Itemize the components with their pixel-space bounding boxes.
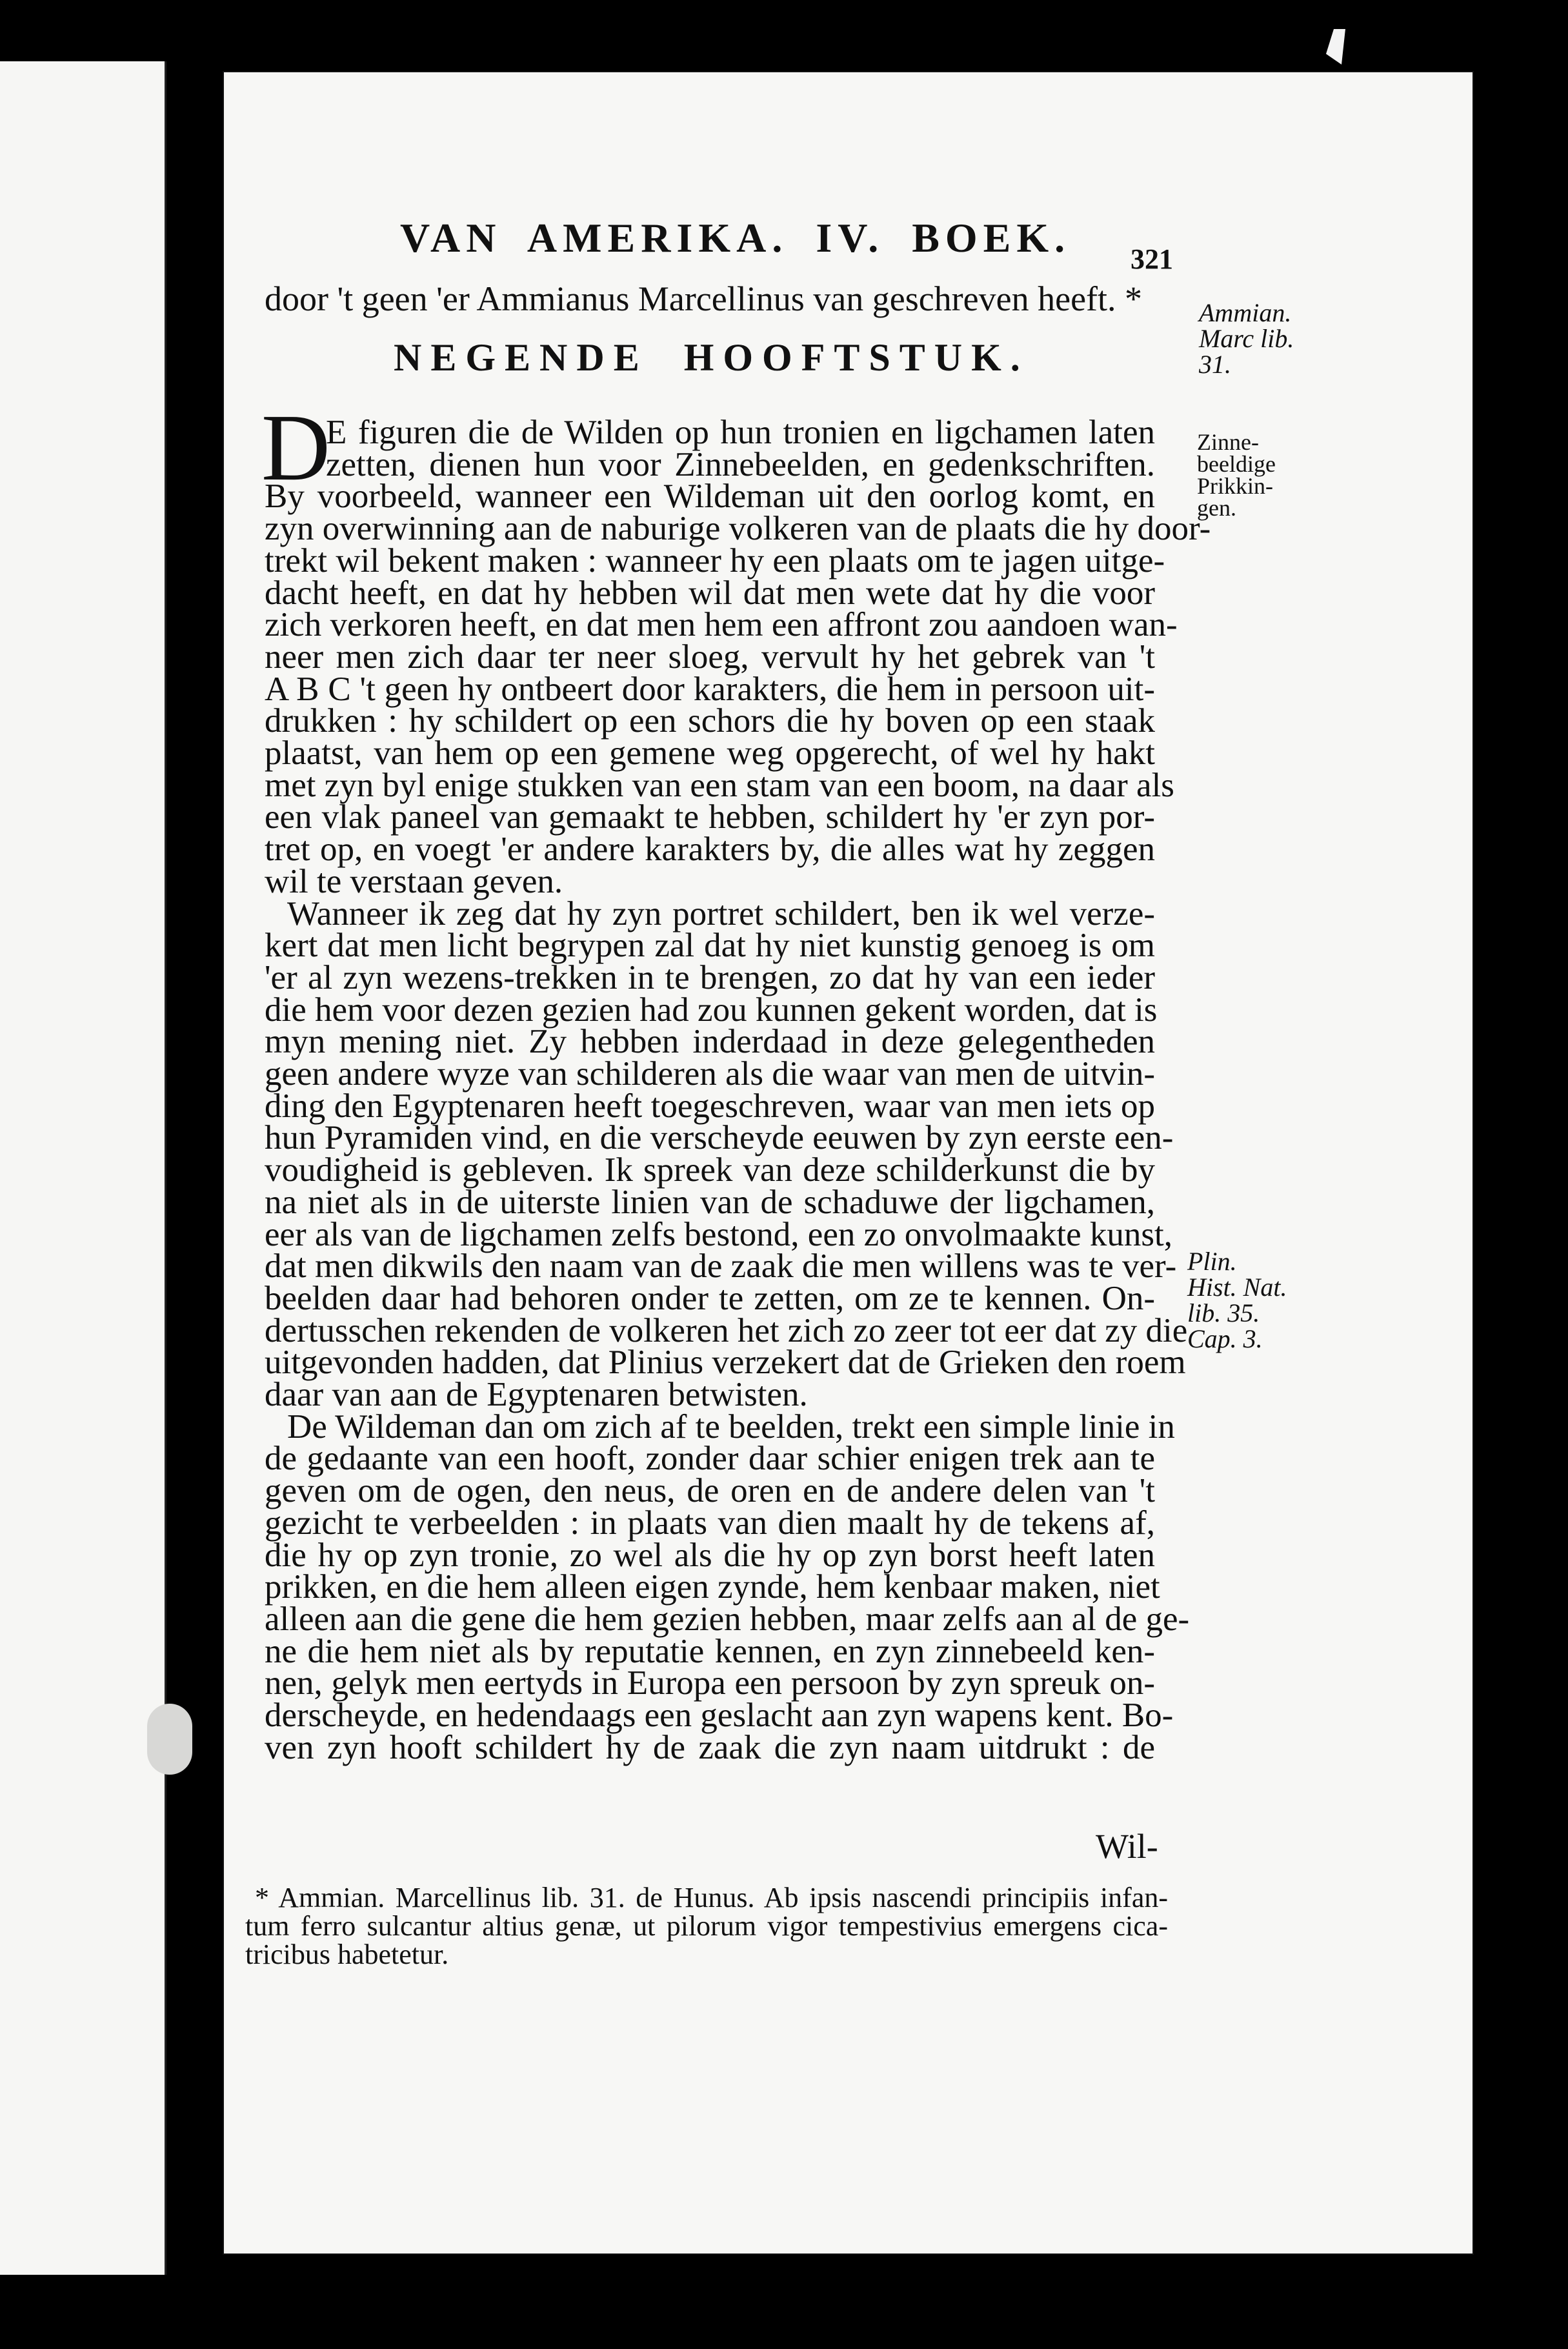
text-line: myn mening niet. Zy hebben inderdaad in deze gelegentheden xyxy=(265,1023,1155,1061)
text-line: die hem voor dezen gezien had zou kunnen gekent worden, dat is xyxy=(265,991,1158,1029)
facing-page-edge xyxy=(0,61,166,2275)
text-line: daar van aan de Egyptenaren betwisten. xyxy=(265,1376,808,1413)
page-number: 321 xyxy=(1131,243,1173,275)
text-line: geven om de ogen, den neus, de oren en de andere delen van 't xyxy=(265,1472,1155,1510)
text-line: met zyn byl enige stukken van een stam van een boom, na daar als xyxy=(265,766,1174,804)
text-line: wil te verstaan geven. xyxy=(265,862,563,900)
running-head: VAN AMERIKA. IV. BOEK. xyxy=(400,215,1071,261)
text-line: neer men zich daar ter neer sloeg, vervult hy het gebrek van 't xyxy=(265,638,1155,676)
text-line: ding den Egyptenaren heeft toegeschreven, waar van men iets op xyxy=(265,1087,1155,1125)
text-line: zetten, dienen hun voor Zinnebeelden, en gedenkschriften. xyxy=(326,445,1155,483)
text-line: By voorbeeld, wanneer een Wildeman uit den oorlog komt, en xyxy=(265,478,1155,516)
text-line: trekt wil bekent maken : wanneer hy een plaats om te jagen uitge- xyxy=(265,541,1165,580)
text-line: drukken : hy schildert op een schors die hy boven op een staak xyxy=(265,702,1155,740)
margin-note-zinnebeeldige: Zinne- beeldige Prikkin- gen. xyxy=(1197,429,1276,521)
text-line: alleen aan die gene die hem gezien hebben, maar zelfs aan al de ge- xyxy=(265,1600,1190,1638)
text-line: zyn overwinning aan de naburige volkeren van de plaats die hy door- xyxy=(265,510,1211,548)
carryover-line: door 't geen 'er Ammianus Marcellinus van geschreven heeft. * xyxy=(265,279,1143,318)
text-line: hun Pyramiden vind, en die verscheyde eeuwen by zyn eerste een- xyxy=(265,1119,1174,1157)
text-line: nen, gelyk men eertyds in Europa een persoon by zyn spreuk on- xyxy=(265,1664,1155,1702)
margin-note-ammianus: Ammian. Marc lib. 31. xyxy=(1199,298,1294,379)
text-line: dat men dikwils den naam van de zaak die men willens was te ver- xyxy=(265,1247,1177,1285)
text-line: 'er al zyn wezens-trekken in te brengen, zo dat hy van een ieder xyxy=(265,958,1155,996)
text-line: eer als van de ligchamen zelfs bestond, een zo onvolmaakte kunst, xyxy=(265,1215,1172,1253)
text-line: plaatst, van hem op een gemene weg opgerecht, of wel hy hakt xyxy=(265,734,1155,772)
text-line: de gedaante van een hooft, zonder daar schier enigen trek aan te xyxy=(265,1440,1155,1478)
chapter-title: NEGENDE HOOFTSTUK. xyxy=(394,336,1029,379)
text-line: derscheyde, en hedendaags een geslacht aan zyn wapens kent. Bo- xyxy=(265,1697,1174,1734)
text-line: tret op, en voegt 'er andere karakters by, die alles wat hy zeggen xyxy=(265,831,1155,869)
text-line: die hy op zyn tronie, zo wel als die hy op zyn borst heeft laten xyxy=(265,1536,1155,1574)
corner-mark xyxy=(1326,29,1345,65)
text-line: na niet als in de uiterste linien van de schaduwe der ligchamen, xyxy=(265,1183,1155,1221)
text-line: dertusschen rekenden de volkeren het zich zo zeer tot eer dat zy die xyxy=(265,1311,1188,1349)
text-line: dacht heeft, en dat hy hebben wil dat men wete dat hy die voor xyxy=(265,574,1155,612)
text-line: geen andere wyze van schilderen als die waar van men de uitvin- xyxy=(265,1055,1155,1093)
text-line: A B C 't geen hy ontbeert door karakters, die hem in persoon uit- xyxy=(265,670,1155,708)
catchword: Wil- xyxy=(1096,1827,1158,1866)
footnote-line: tum ferro sulcantur altius genæ, ut pilorum vigor tempestivius emergens cica- xyxy=(245,1910,1168,1942)
text-line: gezicht te verbeelden : in plaats van dien maalt hy de tekens af, xyxy=(265,1504,1155,1542)
text-line: uitgevonden hadden, dat Plinius verzekert dat de Grieken den roem xyxy=(265,1344,1186,1382)
text-line: voudigheid is gebleven. Ik spreek van deze schilderkunst die by xyxy=(265,1151,1155,1189)
drop-cap: D xyxy=(261,395,330,501)
binding-tab xyxy=(147,1704,192,1775)
text-line: prikken, en die hem alleen eigen zynde, hem kenbaar maken, niet xyxy=(265,1568,1160,1606)
text-line: een vlak paneel van gemaakt te hebben, schildert hy 'er zyn por- xyxy=(265,798,1155,836)
margin-note-plinius: Plin. Hist. Nat. lib. 35. Cap. 3. xyxy=(1187,1247,1287,1353)
text-line: Wanneer ik zeg dat hy zyn portret schildert, ben ik wel verze- xyxy=(287,894,1155,933)
text-line: beelden daar had behoren onder te zetten, om ze te kennen. On- xyxy=(265,1279,1155,1317)
text-line: zich verkoren heeft, en dat men hem een affront zou aandoen wan- xyxy=(265,606,1178,644)
footnote-line: * Ammian. Marcellinus lib. 31. de Hunus. Ab ipsis nascendi principiis infan- xyxy=(255,1882,1168,1913)
text-line: ven zyn hooft schildert hy de zaak die zyn naam uitdrukt : de xyxy=(265,1728,1155,1766)
footnote-line: tricibus habetetur. xyxy=(245,1939,449,1970)
text-line: kert dat men licht begrypen zal dat hy niet kunstig genoeg is om xyxy=(265,927,1155,965)
text-line: De Wildeman dan om zich af te beelden, trekt een simple linie in xyxy=(287,1407,1175,1446)
text-line: E figuren die de Wilden op hun tronien en ligchamen laten xyxy=(326,414,1155,451)
text-line: ne die hem niet als by reputatie kennen, en zyn zinnebeeld ken- xyxy=(265,1632,1155,1670)
